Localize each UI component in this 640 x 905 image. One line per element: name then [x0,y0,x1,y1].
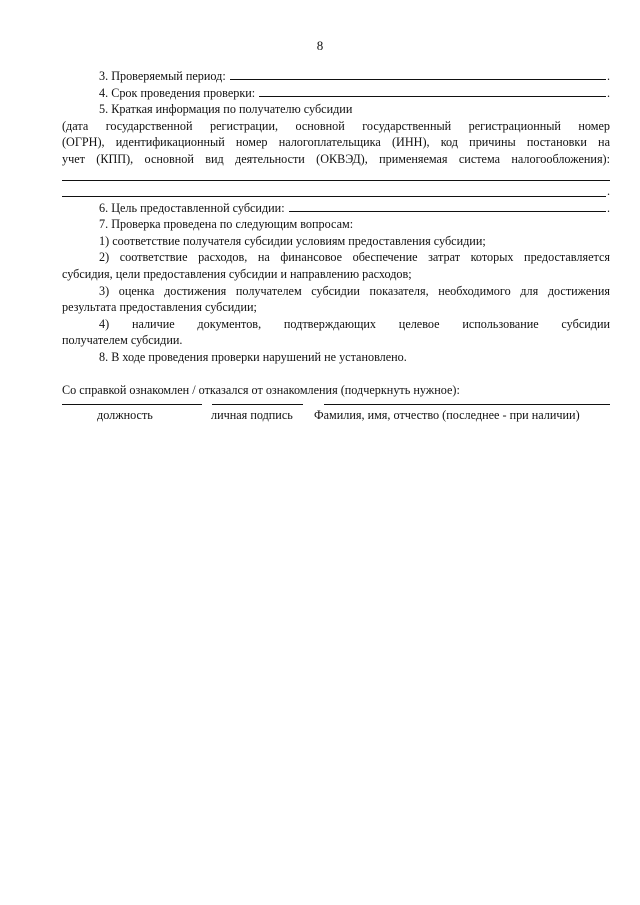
item-6-row [62,200,610,217]
item-4-label: 4. Срок проведения проверки: [99,85,256,100]
question-4-line-1: 4) наличие документов, подтверждающих целевое использование субсидии [99,316,610,331]
item-6-blank [289,200,606,212]
full-name-caption: Фамилия, имя, отчество (последнее - при наличии) [314,408,580,422]
personal-signature-line [212,404,303,405]
acknowledgement-text: Со справкой ознакомлен / отказался от ознакомления (подчеркнуть нужное): [62,382,460,397]
question-1: 1) соответствие получателя субсидии условиям предоставления субсидии; [99,233,486,248]
item-6-dot: . [606,200,610,215]
question-2-line-2: субсидия, цели предоставления субсидии и направлению расходов; [62,266,412,281]
signature-lines [62,404,610,405]
item-5-title: 5. Краткая информация по получателю субсидии [99,102,353,117]
question-4-line-2: получателем субсидии. [62,333,183,348]
position-caption: должность [97,408,153,422]
item-5-dot: . [606,183,610,198]
question-3-line-1: 3) оценка достижения получателем субсидии показателя, необходимого для достижения [99,283,610,298]
position-signature-line [62,404,202,405]
item-3-row [62,68,610,85]
report-body [62,68,610,398]
item-3-label: 3. Проверяемый период: [99,69,226,83]
item-5-blank-2 [62,184,610,200]
item-3-blank [230,68,606,80]
item-4-row [62,85,610,102]
item-6-label: 6. Цель предоставленной субсидии: [99,200,285,215]
page-number: 8 [316,38,324,53]
item-5-blank-line-1 [62,179,610,181]
item-8: 8. В ходе проведения проверки нарушений не установлено. [99,349,407,364]
question-2-line-1: 2) соответствие расходов, на финансовое обеспечение затрат которых предоставляется [99,250,610,265]
item-4-blank [259,85,606,97]
personal-signature-caption: личная подпись [211,408,293,422]
item-5-blank-1 [62,168,610,184]
question-3-line-2: результата предоставления субсидии; [62,300,257,315]
item-5-desc-line-2: (ОГРН), идентификационный номер налогоплательщика (ИНН), код причины постановки на [62,135,610,150]
full-name-signature-line [324,404,610,405]
item-3-dot: . [606,69,610,83]
item-5-desc-line-1: (дата государственной регистрации, основной государственный регистрационный номер [62,118,610,133]
item-4-dot: . [606,85,610,100]
item-5-desc-line-3: учет (КПП), основной вид деятельности (ОКВЭД), применяемая система налогообложения): [62,151,610,166]
item-5-blank-line-2 [62,195,606,197]
item-7-title: 7. Проверка проведена по следующим вопросам: [99,217,354,232]
